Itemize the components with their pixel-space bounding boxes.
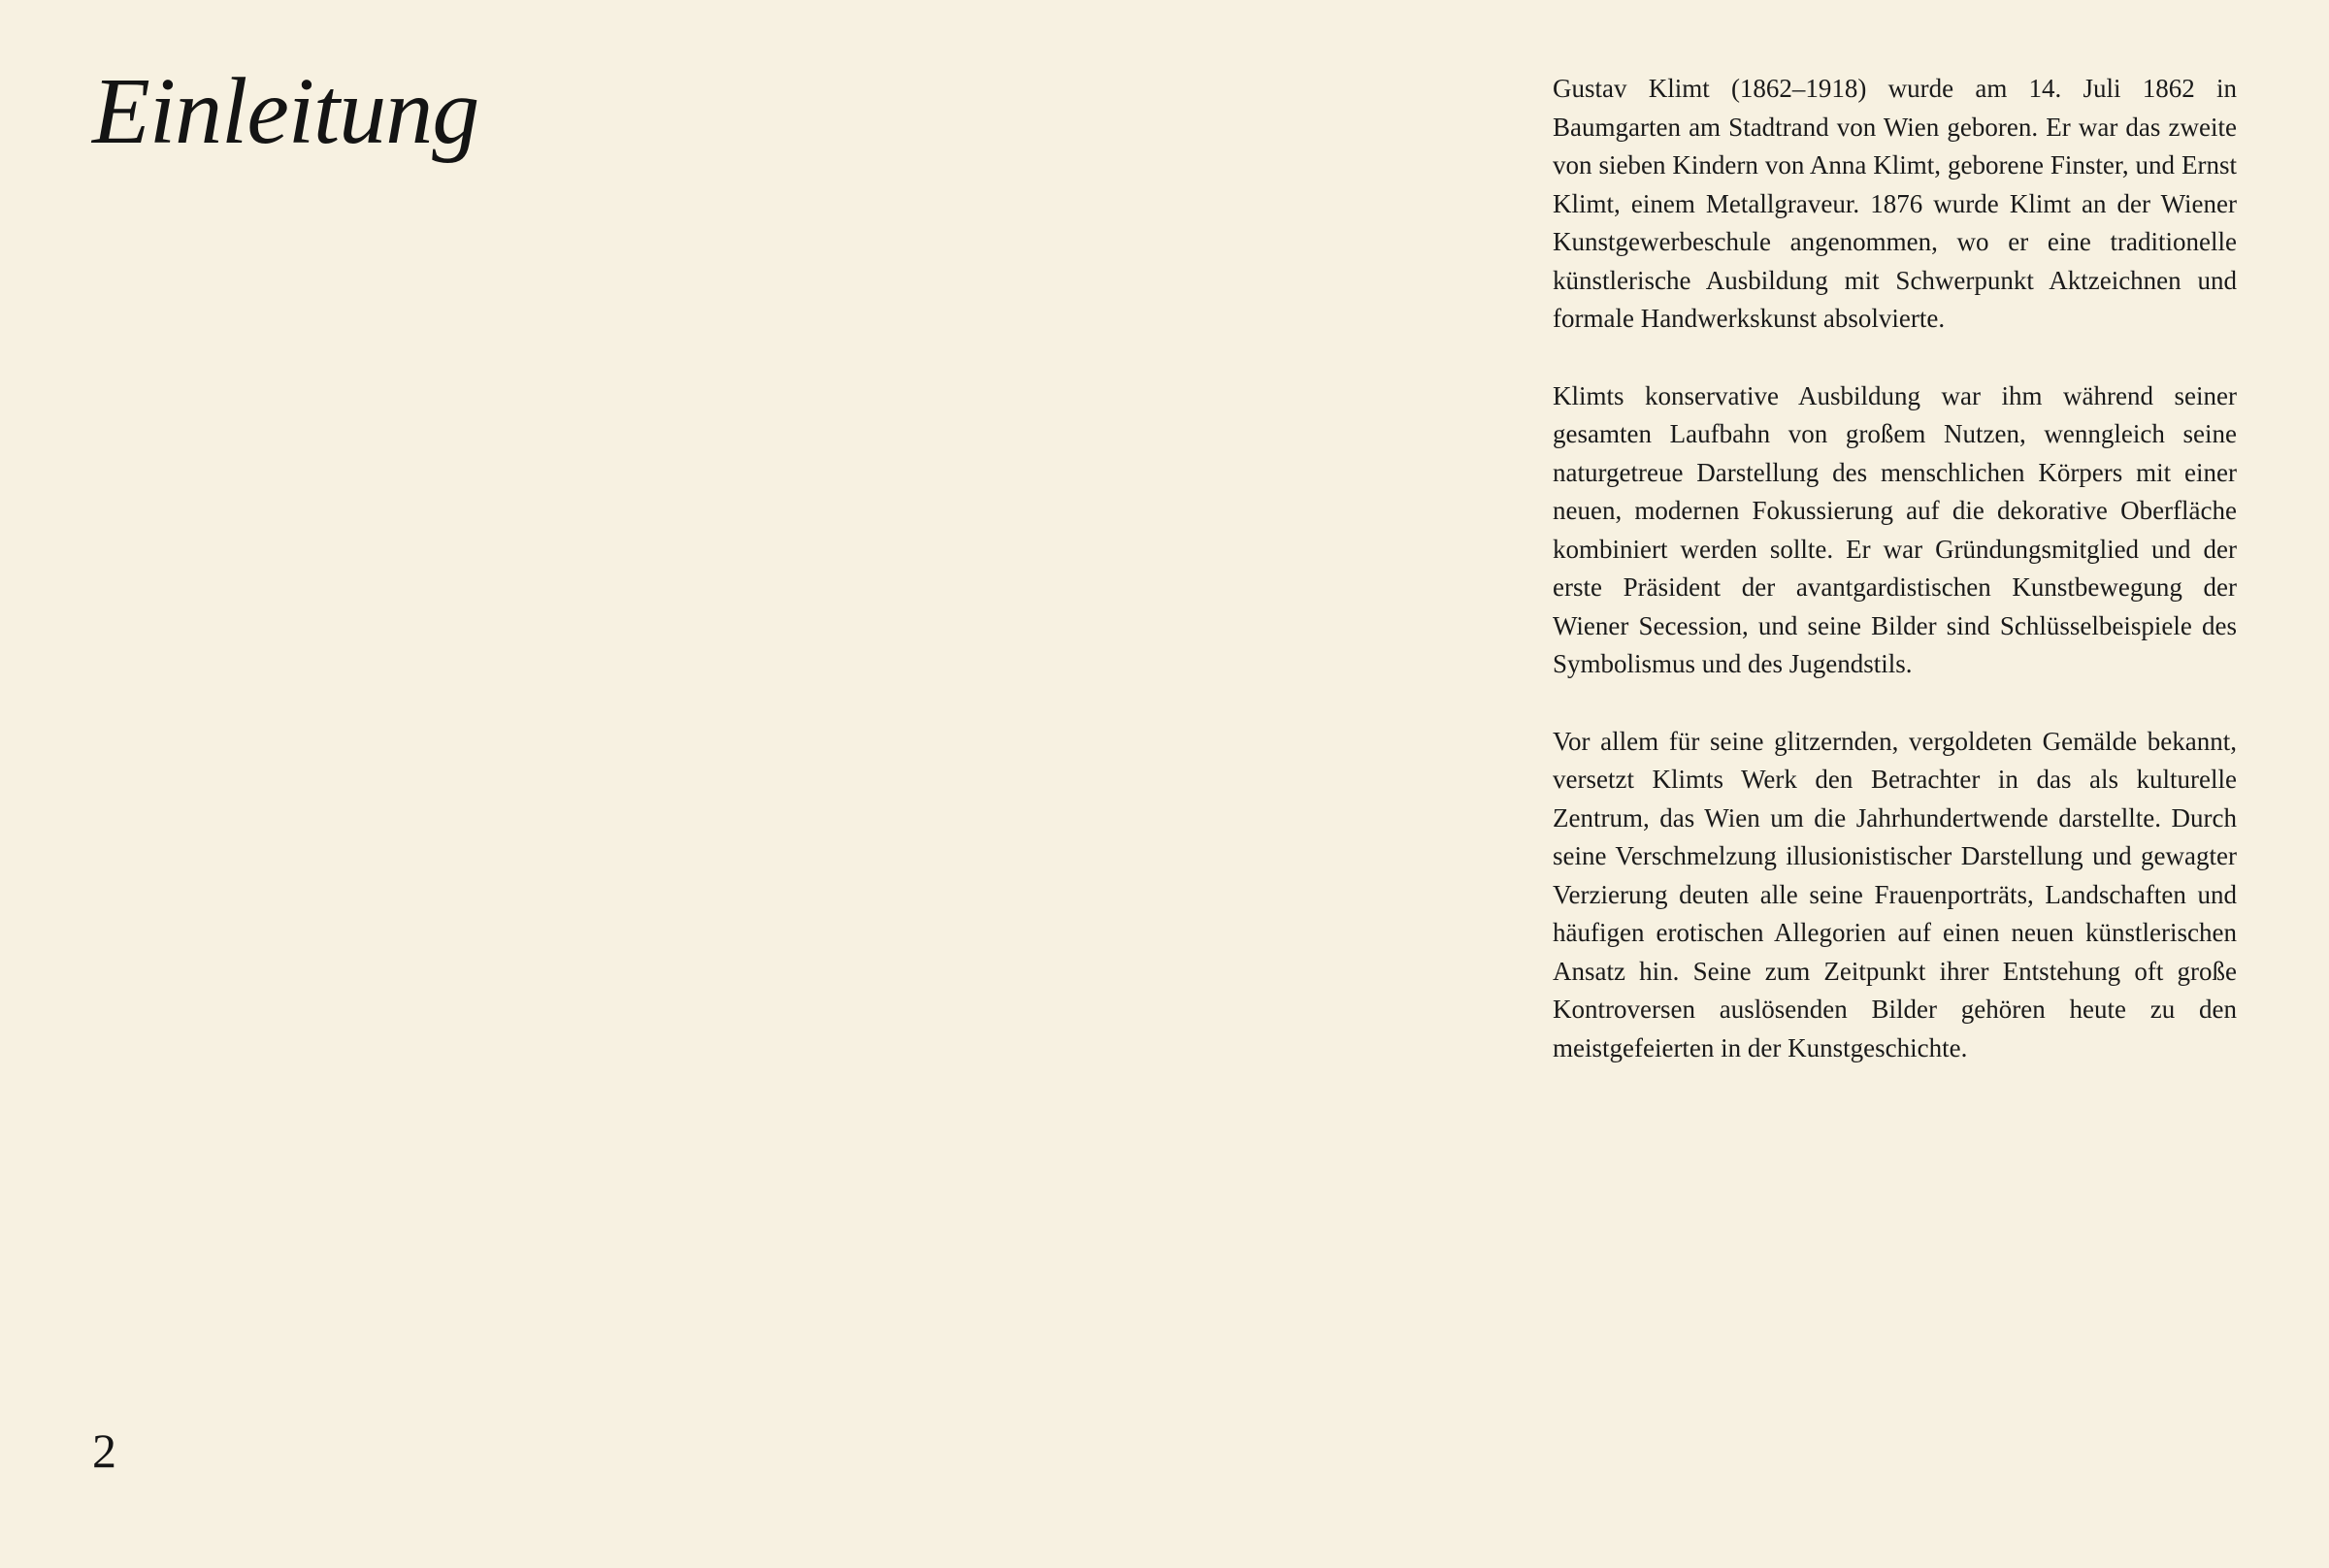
body-text-column <box>1553 70 2237 1067</box>
page-number: 2 <box>92 1423 116 1478</box>
body-paragraph-3: Vor allem für seine glitzernden, vergoldeten Gemälde bekannt, versetzt Klimts Werk den Betrachter in das als kulturelle Zentrum, das Wien um die Jahrhundertwende darstellte. Durch seine Verschmelzung illusionistischer Darstellung und gewagter Verzierung deuten alle seine Frauenporträts, Landschaften und häufigen erotischen Allegorien auf einen neuen künstlerischen Ansatz hin. Seine zum Zeitpunkt ihrer Entstehung oft große Kontroversen auslösenden Bilder gehören heute zu den meistgefeierten in der Kunstgeschichte. <box>1553 726 2237 1062</box>
body-paragraph-1: Gustav Klimt (1862–1918) wurde am 14. Juli 1862 in Baumgarten am Stadtrand von Wien geboren. Er war das zweite von sieben Kindern von Anna Klimt, geborene Finster, und Ernst Klimt, einem Metallgraveur. 1876 wurde Klimt an der Wiener Kunstgewerbeschule angenommen, wo er eine traditionelle künstlerische Ausbildung mit Schwerpunkt Aktzeichnen und formale Handwerkskunst absolvierte. <box>1553 74 2237 333</box>
chapter-title: Einleitung <box>92 59 479 164</box>
body-paragraph-2: Klimts konservative Ausbildung war ihm während seiner gesamten Laufbahn von großem Nutzen, wenngleich seine naturgetreue Darstellung des menschlichen Körpers mit einer neuen, modernen Fokussierung auf die dekorative Oberfläche kombiniert werden sollte. Er war Gründungsmitglied und der erste Präsident der avantgardistischen Kunstbewegung der Wiener Secession, und seine Bilder sind Schlüsselbeispiele des Symbolismus und des Jugendstils. <box>1553 380 2237 678</box>
